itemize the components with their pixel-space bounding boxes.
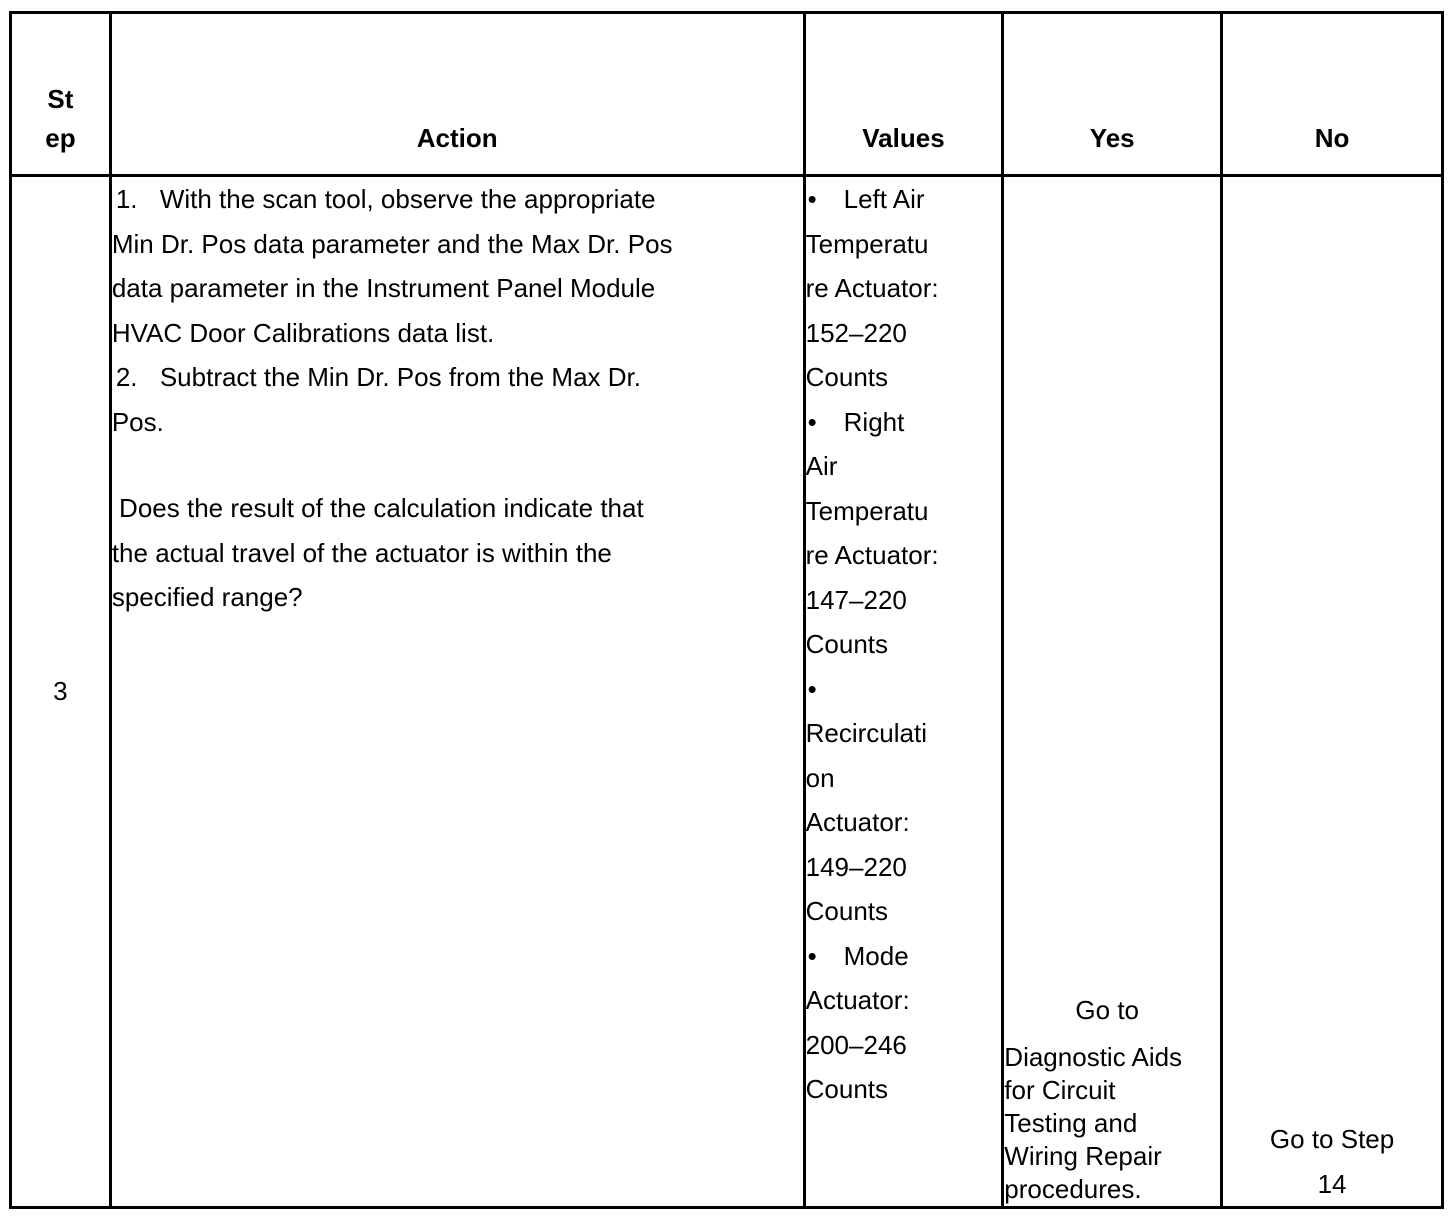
value-right-air-line: re Actuator: (805, 540, 939, 570)
header-no: No (1222, 13, 1443, 176)
header-yes: Yes (1003, 13, 1222, 176)
action-question-line: specified range? (111, 582, 303, 612)
header-action: Action (110, 13, 804, 176)
header-values: Values (804, 13, 1003, 176)
value-right-air-line: Counts (805, 629, 889, 659)
value-left-air-line: 152–220 (805, 317, 907, 348)
value-right-air-line: Temperatu (805, 495, 929, 526)
value-right-air-line: 147–220 (805, 584, 907, 615)
value-mode-line: 200–246 (805, 1029, 907, 1060)
value-right-air: • Right (806, 400, 1002, 445)
no-goto-step[interactable]: Go to Step (1269, 1124, 1395, 1154)
yes-link-line[interactable]: Diagnostic Aids (1004, 1042, 1183, 1072)
yes-goto-label: Go to (1075, 995, 1139, 1025)
action-item-1-number: 1. (115, 184, 138, 214)
action-item-1-line: data parameter in the Instrument Panel Module (111, 273, 656, 303)
value-right-air-line: Air (805, 451, 838, 481)
value-left-air-line: Temperatu (805, 228, 929, 259)
bullet-icon: • (807, 184, 817, 214)
spacer (112, 444, 803, 486)
action-cell (110, 176, 804, 1208)
value-recirculation-line: 149–220 (805, 851, 907, 882)
action-item-2-number: 2. (115, 362, 138, 392)
no-step-number[interactable]: 14 (1317, 1168, 1347, 1199)
action-item-1-line: HVAC Door Calibrations data list. (111, 317, 495, 348)
values-cell (804, 176, 1003, 1208)
diagnostic-table (9, 11, 1444, 1209)
yes-link-line[interactable]: for Circuit (1004, 1075, 1116, 1105)
table-row (11, 176, 1443, 1208)
action-question-line: Does the result of the calculation indicate that (111, 493, 644, 523)
action-item-1-line: Min Dr. Pos data parameter and the Max Dr. Pos (111, 228, 673, 259)
value-mode: • Mode (806, 934, 1002, 979)
bullet-icon: • (807, 940, 817, 971)
value-recirculation-line: on (805, 762, 835, 793)
value-recirculation-line: Recirculati (805, 718, 928, 748)
value-mode-line: Counts (805, 1074, 889, 1104)
yes-cell (1003, 176, 1222, 1208)
header-step (11, 13, 111, 176)
value-recirculation-line: Counts (805, 896, 889, 926)
action-item-2-line: Pos. (111, 406, 164, 437)
yes-link-line[interactable]: procedures. (1004, 1174, 1142, 1204)
bullet-icon: • (807, 673, 817, 704)
value-recirculation (806, 667, 1002, 712)
yes-link-line[interactable]: Wiring Repair (1004, 1141, 1162, 1171)
yes-link-line[interactable]: Testing and (1004, 1108, 1138, 1138)
step-number: 3 (11, 176, 111, 1208)
header-step-line1: St (47, 84, 74, 114)
value-recirculation-line: Actuator: (805, 807, 910, 837)
no-cell (1222, 176, 1443, 1208)
action-item-2-line: 2. Subtract the Min Dr. Pos from the Max Dr. (112, 355, 803, 400)
value-mode-line: Actuator: (805, 985, 910, 1015)
value-left-air-line: re Actuator: (805, 273, 939, 303)
header-row (11, 13, 1443, 176)
header-step-line2: ep (45, 123, 76, 153)
value-left-air-line: Counts (805, 362, 889, 392)
bullet-icon: • (807, 406, 817, 437)
value-left-air: • Left Air (806, 177, 1002, 222)
action-question-line: the actual travel of the actuator is within the (111, 537, 612, 568)
action-item-1-line: 1. With the scan tool, observe the appropriate (112, 177, 803, 222)
